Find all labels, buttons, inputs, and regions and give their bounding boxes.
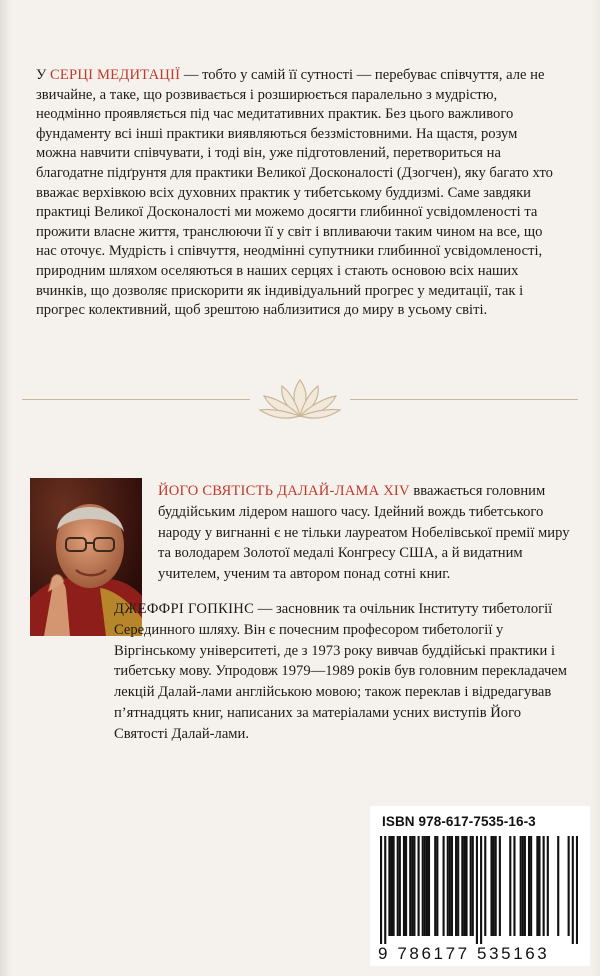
barcode-bar: [538, 836, 540, 936]
divider-ornament: [10, 372, 590, 422]
author1-bio: [158, 481, 578, 585]
barcode-bar: [513, 836, 515, 936]
barcode-bar: [470, 836, 472, 936]
barcode-bar: [509, 836, 511, 936]
barcode-bar: [411, 836, 413, 936]
author1-text: вважається головним буддійським лідером нашого часу. Ідейний вождь тибетського народу у вигнанні є не тільки лауреатом Нобелівської премії миру та володарем Золотої медалі Конгресу США, а й видатним учителем, ученим та автором понад сотні книг.: [158, 483, 570, 583]
barcode-bar: [393, 836, 395, 936]
intro-lead: У: [36, 67, 50, 83]
isbn-label: ISBN 978-617-7535-16-3: [382, 814, 536, 829]
barcode-bar: [449, 836, 451, 936]
barcode-bar: [384, 836, 386, 944]
barcode-bar: [457, 836, 459, 936]
barcode-bar: [447, 836, 449, 936]
barcode-bar: [443, 836, 445, 936]
barcode-icon: [380, 836, 578, 944]
author2-text: — засновник та очільник Інституту тибетології Серединного шляху. Він є почесним професором тибетології у Віргінському університеті, де з 1973 року вивчав буддійські практики і тибетську мову. Упродовж 1979—1989 років був головним перекладачем лекцій Далай-лами англійською мовою; також переклав і відредагував п’ятнадцять книг, написаних за матеріалами усних виступів Його Святості Далай-лами.: [114, 601, 568, 742]
barcode-bar: [388, 836, 390, 936]
barcode-bar: [399, 836, 401, 936]
barcode-bar: [536, 836, 538, 936]
barcode-bar: [528, 836, 530, 936]
barcode-bar: [405, 836, 407, 936]
author2-bio: [114, 599, 578, 745]
ean-digits: 9 786177 535163: [378, 944, 550, 963]
barcode-bar: [418, 836, 420, 936]
barcode-bar: [495, 836, 497, 936]
barcode-bar: [522, 836, 524, 936]
barcode-bar: [424, 836, 426, 936]
divider-line-left: [22, 399, 250, 400]
barcode-bar: [409, 836, 411, 936]
barcode-bar: [484, 836, 486, 936]
barcode-bar: [397, 836, 399, 936]
barcode-bar: [422, 836, 424, 936]
barcode-bar: [390, 836, 392, 936]
barcode-bar: [520, 836, 522, 936]
barcode-bar: [499, 836, 501, 936]
barcode-bar: [451, 836, 453, 936]
barcode-bar: [434, 836, 436, 936]
barcode-bar: [493, 836, 495, 936]
barcode-bar: [557, 836, 559, 936]
barcode-bar: [413, 836, 415, 936]
intro-accent-heading: СЕРЦІ МЕДИТАЦІЇ: [49, 67, 181, 83]
barcode-bar: [428, 836, 430, 936]
barcode-bar: [547, 836, 549, 936]
barcode-bar: [543, 836, 545, 936]
lotus-icon: [250, 372, 350, 422]
barcode-bar: [576, 836, 578, 944]
barcode-bar: [480, 836, 482, 944]
barcode-bar: [572, 836, 574, 944]
barcode-bar: [490, 836, 492, 936]
barcode-bar: [530, 836, 532, 936]
author2-name: ДЖЕФФРІ ГОПКІНС: [114, 601, 255, 617]
barcode-bar: [463, 836, 465, 936]
barcode-bar: [436, 836, 438, 936]
barcode-bar: [568, 836, 570, 936]
barcode-panel: [370, 806, 590, 966]
intro-paragraph: [36, 66, 556, 321]
barcode-bar: [472, 836, 474, 936]
barcode-bar: [403, 836, 405, 936]
barcode-bar: [380, 836, 382, 944]
barcode-bar: [455, 836, 457, 936]
barcode-bar: [524, 836, 526, 936]
barcode-bar: [465, 836, 467, 936]
barcode-bar: [426, 836, 428, 936]
barcode-bar: [476, 836, 478, 944]
author1-name: ЙОГО СВЯТІСТЬ ДАЛАЙ-ЛАМА XIV: [158, 483, 410, 499]
intro-text: — тобто у самій її сутності — перебуває співчуття, але не звичайне, а таке, що розвивається і розширюється паралельно з мудрістю, неодмінно проявляється під час медитативних практик. Без цього важливого фундаменту всі інші практики виявляються беззмістовними. На щастя, розум можна навчити співчувати, і тоді він, уже підготовлений, перетвориться на благодатне підґрунтя для практики Великої Досконалості (Дзогчен), яку багато хто вважає верхівкою всіх духовних практик у тибетському буддизмі. Саме завдяки практиці Великої Досконалості ми можемо досягти глибинної усвідомленості та прожити власне життя, транслюючи її у світ і впливаючи таким чином на все, що нас оточує. Мудрість і співчуття, неодмінні супутники глибинної усвідомленості, природним шляхом оселяються в наших серцях і стають основою всіх наших вчинків, що дозволяє прискорити як індивідуальний прогрес у медитації, так і прогрес колективний, щоб зрештою наблизитися до миру в усьому світі.: [36, 67, 553, 319]
barcode-bar: [461, 836, 463, 936]
divider-line-right: [350, 399, 578, 400]
